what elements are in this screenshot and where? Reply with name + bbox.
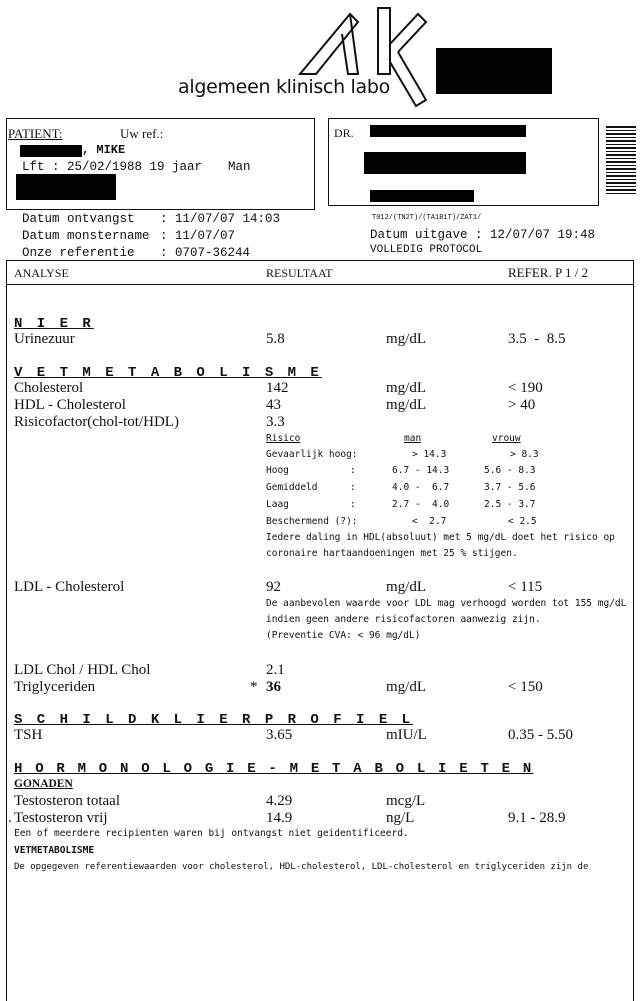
risk-header-vrouw: vrouw	[492, 433, 521, 444]
risk-row-label: Gemiddeld	[266, 482, 318, 493]
issue-date: Datum uitgave : 12/07/07 19:48	[370, 228, 596, 242]
hdl-value: 43	[266, 397, 281, 413]
patient-age: Lft : 25/02/1988 19 jaar	[22, 160, 203, 174]
footer-note-2: De opgegeven referentiewaarden voor cholesterol, HDL-cholesterol, LDL-cholesterol en triglyceriden zijn de	[14, 862, 589, 872]
sub-gonaden: GONADEN	[14, 778, 73, 790]
risk-row-man: < 2.7	[412, 516, 447, 527]
redacted-doctor-address	[364, 152, 526, 174]
ldl-name: LDL - Cholesterol	[14, 579, 125, 595]
col-resultaat: RESULTAAT	[266, 266, 333, 280]
hdl-name: HDL - Cholesterol	[14, 397, 126, 413]
tsh-unit: mIU/L	[386, 727, 427, 743]
ldl-hdl-value: 2.1	[266, 662, 285, 678]
risk-header-risico: Risico	[266, 433, 301, 444]
redacted-doctor-city	[370, 190, 474, 202]
col-refer-page: REFER. P 1 / 2	[508, 265, 589, 280]
trig-ref: < 150	[508, 679, 543, 695]
risico-value: 3.3	[266, 414, 285, 430]
cholesterol-value: 142	[266, 380, 289, 396]
tsh-value: 3.65	[266, 727, 293, 743]
cholesterol-name: Cholesterol	[14, 380, 84, 396]
redacted-doctor-name	[370, 125, 526, 137]
risk-row-man: > 14.3	[412, 449, 447, 460]
ldl-hdl-name: LDL Chol / HDL Chol	[14, 662, 151, 678]
testo-tot-name: Testosteron totaal	[14, 793, 121, 809]
lab-name: algemeen klinisch labo	[178, 76, 390, 98]
hdl-note-1: Iedere daling in HDL(absoluut) met 5 mg/dL doet het risico op	[266, 532, 615, 543]
section-hormonologie: H O R M O N O L O G I E - M E T A B O L I E T E N	[14, 761, 534, 777]
section-schildklier: S C H I L D K L I E R P R O F I E L	[14, 712, 414, 728]
risk-row-man: 4.0 - 6.7	[392, 482, 450, 493]
reference-value: : 0707-36244	[160, 246, 251, 260]
section-nier: N I E R	[14, 316, 94, 332]
trig-unit: mg/dL	[386, 679, 426, 695]
section-vetmetabolisme: V E T M E T A B O L I S M E	[14, 365, 322, 381]
patient-ref-label: Uw ref.:	[120, 126, 164, 141]
ldl-unit: mg/dL	[386, 579, 426, 595]
risk-row-vrouw: < 2.5	[508, 516, 537, 527]
redacted-address	[16, 174, 116, 200]
hdl-ref: > 40	[508, 397, 536, 413]
risk-row-sep: :	[350, 465, 356, 476]
ldl-note-2: indien geen andere risicofactoren aanwezig zijn.	[266, 614, 541, 625]
received-label: Datum ontvangst	[22, 212, 135, 226]
risk-row-sep: :	[350, 482, 356, 493]
testo-vrij-ref: 9.1 - 28.9	[508, 810, 566, 826]
sample-label: Datum monstername	[22, 229, 150, 243]
tsh-ref: 0.35 - 5.50	[508, 727, 573, 743]
testo-vrij-prefix: .	[8, 810, 12, 826]
footer-label: VETMETABOLISME	[14, 845, 95, 856]
redacted-header-block	[436, 48, 552, 94]
urinezuur-name: Urinezuur	[14, 331, 75, 347]
urinezuur-unit: mg/dL	[386, 331, 426, 347]
doctor-label: DR.	[334, 126, 354, 140]
footer-note-1: Een of meerdere recipienten waren bij ontvangst niet geidentificeerd.	[14, 828, 409, 839]
risk-row-vrouw: 3.7 - 5.6	[484, 482, 536, 493]
testo-tot-unit: mcg/L	[386, 793, 426, 809]
tsh-name: TSH	[14, 727, 43, 743]
ldl-ref: < 115	[508, 579, 543, 595]
redacted-surname	[20, 145, 82, 157]
patient-gender: Man	[228, 160, 251, 174]
col-analyse: ANALYSE	[14, 266, 69, 280]
risk-row-label: Beschermend (?):	[266, 516, 358, 527]
cholesterol-unit: mg/dL	[386, 380, 426, 396]
ldl-value: 92	[266, 579, 281, 595]
barcode	[606, 126, 636, 196]
ldl-note-1: De aanbevolen waarde voor LDL mag verhoogd worden tot 155 mg/dL	[266, 598, 627, 609]
table-header-rule	[6, 284, 634, 285]
trig-name: Triglyceriden	[14, 679, 96, 695]
risk-header-man: man	[404, 433, 422, 444]
risk-row-vrouw: > 8.3	[510, 449, 539, 460]
patient-label: PATIENT:	[8, 126, 63, 141]
risk-row-vrouw: 2.5 - 3.7	[484, 499, 536, 510]
trig-value: 36	[266, 679, 281, 695]
risk-row-label: Laag	[266, 499, 289, 510]
risk-row-sep: :	[350, 499, 356, 510]
received-value: : 11/07/07 14:03	[160, 212, 281, 226]
testo-vrij-name: Testosteron vrij	[14, 810, 108, 826]
protocol: VOLLEDIG PROTOCOL	[370, 244, 483, 256]
risk-row-vrouw: 5.6 - 8.3	[484, 465, 536, 476]
risico-name: Risicofactor(chol-tot/HDL)	[14, 414, 179, 430]
testo-vrij-value: 14.9	[266, 810, 293, 826]
testo-vrij-unit: ng/L	[386, 810, 415, 826]
reference-label: Onze referentie	[22, 246, 135, 260]
risk-row-label: Gevaarlijk hoog:	[266, 449, 358, 460]
test-codes: T012/(TN2T)/(TA1B1T)/ZAT1/	[372, 214, 482, 222]
urinezuur-ref: 3.5 - 8.5	[508, 331, 566, 347]
risk-row-man: 2.7 - 4.0	[392, 499, 450, 510]
hdl-unit: mg/dL	[386, 397, 426, 413]
risk-row-man: 6.7 - 14.3	[392, 465, 450, 476]
trig-flag: *	[250, 679, 258, 695]
ldl-note-3: (Preventie CVA: < 96 mg/dL)	[266, 630, 421, 641]
sample-value: : 11/07/07	[160, 229, 236, 243]
patient-name: , MIKE	[82, 143, 126, 157]
hdl-note-2: coronaire hartaandoeningen met 25 % stijgen.	[266, 548, 518, 559]
testo-tot-value: 4.29	[266, 793, 293, 809]
urinezuur-value: 5.8	[266, 331, 285, 347]
cholesterol-ref: < 190	[508, 380, 543, 396]
risk-row-label: Hoog	[266, 465, 289, 476]
